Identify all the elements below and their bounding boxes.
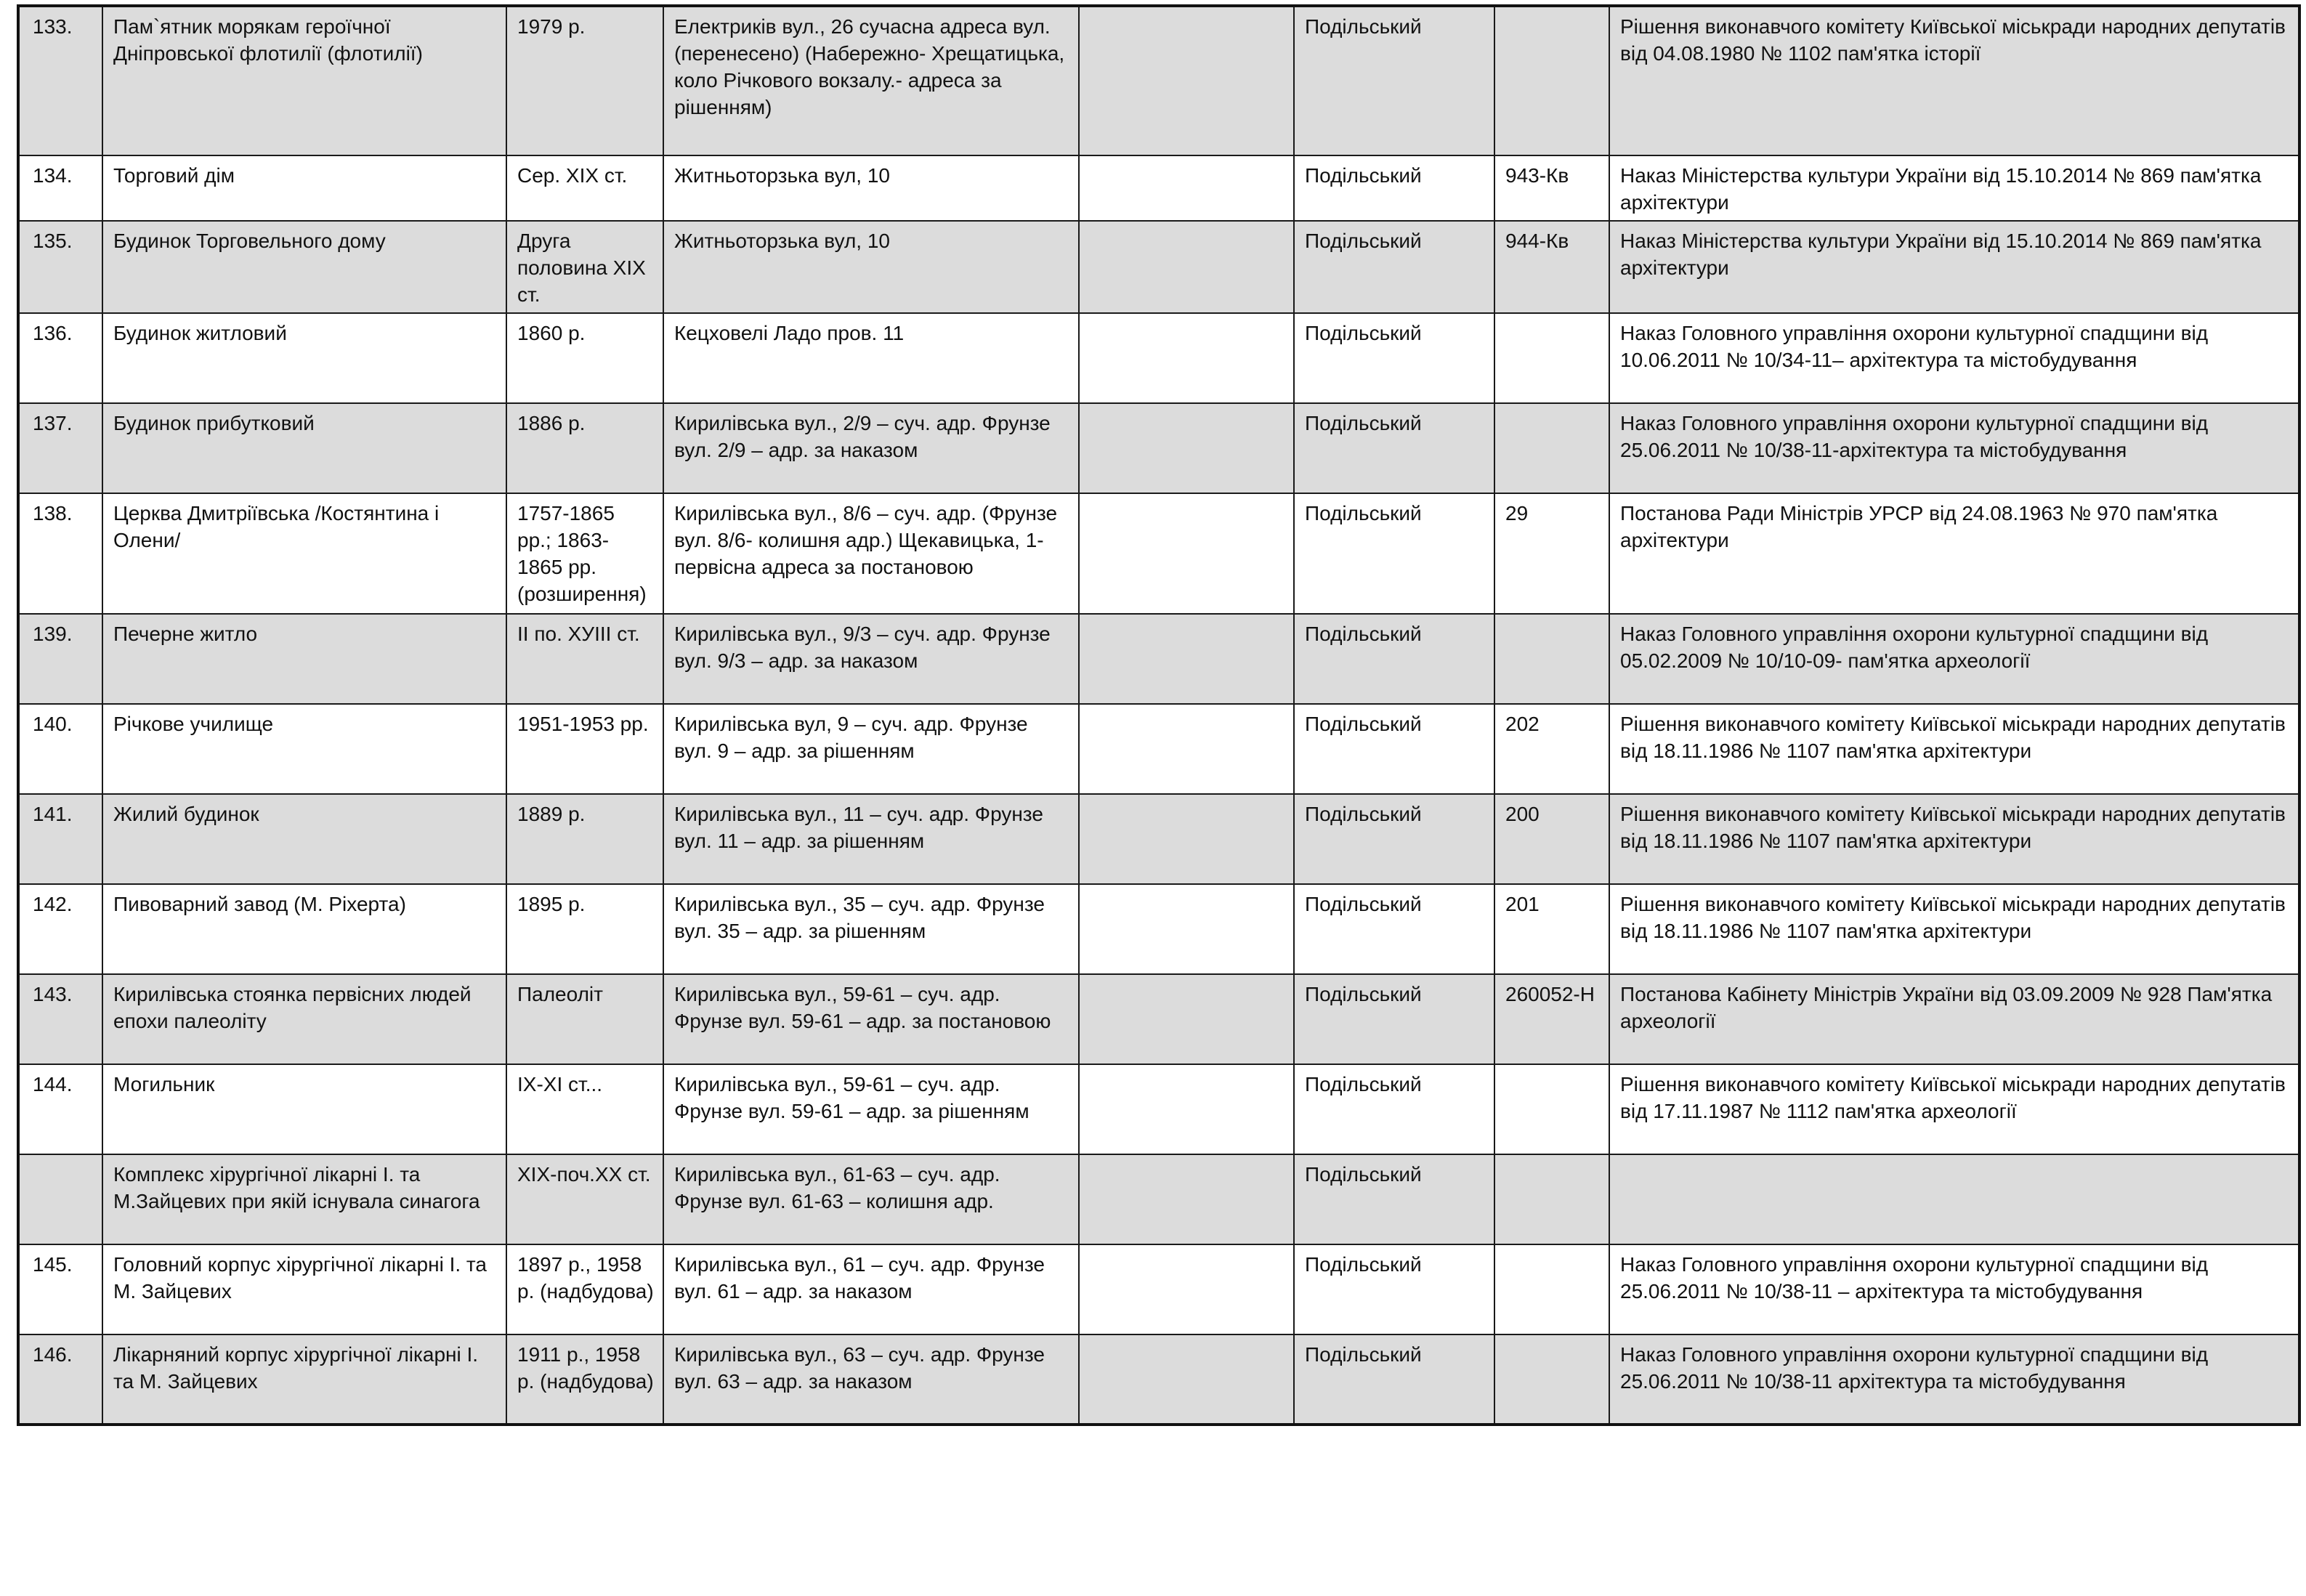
decision-text: Наказ Головного управління охорони культурної спадщини від 10.06.2011 № 10/34-11– архітектура та містобудування [1609,313,2299,403]
object-name: Річкове училище [102,704,506,794]
object-name: Лікарняний корпус хірургічної лікарні І. та М. Зайцевих [102,1334,506,1425]
decision-text: Рішення виконавчого комітету Київської міськради народних депутатів від 18.11.1986 № 1107 пам'ятка архітектури [1609,704,2299,794]
extra-cell [1079,1154,1294,1244]
protection-code [1494,313,1609,403]
decision-text: Рішення виконавчого комітету Київської міськради народних депутатів від 18.11.1986 № 1107 пам'ятка архітектури [1609,794,2299,884]
decision-text: Постанова Кабінету Міністрів України від 03.09.2009 № 928 Пам'ятка археології [1609,974,2299,1064]
extra-cell [1079,1334,1294,1425]
table-row [18,974,2299,1064]
district-name: Подільський [1294,614,1494,704]
protection-code [1494,1064,1609,1154]
district-name: Подільський [1294,974,1494,1064]
row-number: 146. [18,1334,102,1425]
district-name: Подільський [1294,884,1494,974]
protection-code: 200 [1494,794,1609,884]
table-row [18,1064,2299,1154]
protection-code: 202 [1494,704,1609,794]
object-address: Кирилівська вул., 59-61 – суч. адр. Фрунзе вул. 59-61 – адр. за постановою [663,974,1079,1064]
decision-text: Наказ Головного управління охорони культурної спадщини від 05.02.2009 № 10/10-09- пам'ятка археології [1609,614,2299,704]
object-name: Церква Дмитріївська /Костянтина і Олени/ [102,493,506,614]
district-name: Подільський [1294,794,1494,884]
object-date: Друга половина ХІХ ст. [506,221,663,313]
object-address: Житньоторзька вул, 10 [663,221,1079,313]
table-row [18,614,2299,704]
object-name: Торговий дім [102,155,506,221]
object-name: Кирилівська стоянка первісних людей епохи палеоліту [102,974,506,1064]
protection-code: 201 [1494,884,1609,974]
object-address: Кирилівська вул., 35 – суч. адр. Фрунзе вул. 35 – адр. за рішенням [663,884,1079,974]
object-address: Кирилівська вул., 61 – суч. адр. Фрунзе вул. 61 – адр. за наказом [663,1244,1079,1334]
district-name: Подільський [1294,1244,1494,1334]
table-row [18,493,2299,614]
table-row [18,6,2299,155]
extra-cell [1079,221,1294,313]
object-address: Кирилівська вул., 2/9 – суч. адр. Фрунзе вул. 2/9 – адр. за наказом [663,403,1079,493]
row-number: 140. [18,704,102,794]
decision-text: Рішення виконавчого комітету Київської міськради народних депутатів від 17.11.1987 № 1112 пам'ятка археології [1609,1064,2299,1154]
row-number: 145. [18,1244,102,1334]
protection-code: 944-Кв [1494,221,1609,313]
protection-code: 260052-Н [1494,974,1609,1064]
extra-cell [1079,614,1294,704]
district-name: Подільський [1294,704,1494,794]
object-date: ІХ-ХІ ст... [506,1064,663,1154]
object-name: Пам`ятник морякам героїчної Дніпровської флотилії (флотилії) [102,6,506,155]
decision-text [1609,1154,2299,1244]
row-number: 135. [18,221,102,313]
decision-text: Наказ Міністерства культури України від 15.10.2014 № 869 пам'ятка архітектури [1609,221,2299,313]
extra-cell [1079,1064,1294,1154]
object-address: Кирилівська вул., 8/6 – суч. адр. (Фрунзе вул. 8/6- колишня адр.) Щекавицька, 1- первісна адреса за постановою [663,493,1079,614]
row-number: 143. [18,974,102,1064]
row-number: 137. [18,403,102,493]
object-date: Сер. ХІХ ст. [506,155,663,221]
district-name: Подільський [1294,6,1494,155]
extra-cell [1079,1244,1294,1334]
table-row [18,221,2299,313]
object-name: Будинок Торговельного дому [102,221,506,313]
row-number: 134. [18,155,102,221]
decision-text: Рішення виконавчого комітету Київської міськради народних депутатів від 04.08.1980 № 1102 пам'ятка історії [1609,6,2299,155]
row-number [18,1154,102,1244]
row-number: 144. [18,1064,102,1154]
district-name: Подільський [1294,313,1494,403]
protection-code: 29 [1494,493,1609,614]
extra-cell [1079,884,1294,974]
row-number: 139. [18,614,102,704]
object-address: Кирилівська вул., 61-63 – суч. адр. Фрунзе вул. 61-63 – колишня адр. [663,1154,1079,1244]
extra-cell [1079,313,1294,403]
district-name: Подільський [1294,1334,1494,1425]
object-date: 1897 р., 1958 р. (надбудова) [506,1244,663,1334]
protection-code [1494,403,1609,493]
decision-text: Рішення виконавчого комітету Київської міськради народних депутатів від 18.11.1986 № 1107 пам'ятка архітектури [1609,884,2299,974]
protection-code: 943-Кв [1494,155,1609,221]
district-name: Подільський [1294,1064,1494,1154]
table-body [18,6,2299,1425]
object-address: Кирилівська вул., 11 – суч. адр. Фрунзе вул. 11 – адр. за рішенням [663,794,1079,884]
object-date: 1886 р. [506,403,663,493]
table-row [18,155,2299,221]
extra-cell [1079,403,1294,493]
district-name: Подільський [1294,1154,1494,1244]
district-name: Подільський [1294,493,1494,614]
object-date: 1889 р. [506,794,663,884]
extra-cell [1079,155,1294,221]
extra-cell [1079,493,1294,614]
object-name: Могильник [102,1064,506,1154]
heritage-registry-table [17,4,2301,1426]
object-address: Кецховелі Ладо пров. 11 [663,313,1079,403]
object-name: Будинок прибутковий [102,403,506,493]
object-date: 1895 р. [506,884,663,974]
object-name: Головний корпус хірургічної лікарні І. та М. Зайцевих [102,1244,506,1334]
row-number: 133. [18,6,102,155]
object-date: 1951-1953 рр. [506,704,663,794]
object-address: Кирилівська вул, 9 – суч. адр. Фрунзе вул. 9 – адр. за рішенням [663,704,1079,794]
object-address: Кирилівська вул., 59-61 – суч. адр. Фрунзе вул. 59-61 – адр. за рішенням [663,1064,1079,1154]
object-name: Будинок житловий [102,313,506,403]
object-name: Жилий будинок [102,794,506,884]
table-row [18,403,2299,493]
protection-code [1494,1154,1609,1244]
row-number: 142. [18,884,102,974]
table-row [18,313,2299,403]
object-name: Печерне житло [102,614,506,704]
object-date: ХІХ-поч.ХХ ст. [506,1154,663,1244]
protection-code [1494,1334,1609,1425]
extra-cell [1079,6,1294,155]
table-row [18,1244,2299,1334]
row-number: 141. [18,794,102,884]
object-address: Житньоторзька вул, 10 [663,155,1079,221]
decision-text: Наказ Головного управління охорони культурної спадщини від 25.06.2011 № 10/38-11-архітектура та містобудування [1609,403,2299,493]
decision-text: Наказ Головного управління охорони культурної спадщини від 25.06.2011 № 10/38-11 – архітектура та містобудування [1609,1244,2299,1334]
extra-cell [1079,794,1294,884]
row-number: 138. [18,493,102,614]
table-row [18,1334,2299,1425]
object-date: 1860 р. [506,313,663,403]
district-name: Подільський [1294,155,1494,221]
object-date: Палеоліт [506,974,663,1064]
object-name: Пивоварний завод (М. Ріхерта) [102,884,506,974]
decision-text: Наказ Міністерства культури України від 15.10.2014 № 869 пам'ятка архітектури [1609,155,2299,221]
table-row [18,1154,2299,1244]
object-date: 1911 р., 1958 р. (надбудова) [506,1334,663,1425]
table-row [18,704,2299,794]
object-date: 1979 р. [506,6,663,155]
district-name: Подільський [1294,403,1494,493]
protection-code [1494,6,1609,155]
row-number: 136. [18,313,102,403]
table-row [18,884,2299,974]
object-address: Кирилівська вул., 9/3 – суч. адр. Фрунзе вул. 9/3 – адр. за наказом [663,614,1079,704]
object-date: ІІ по. ХУІІІ ст. [506,614,663,704]
decision-text: Постанова Ради Міністрів УРСР від 24.08.1963 № 970 пам'ятка архітектури [1609,493,2299,614]
decision-text: Наказ Головного управління охорони культурної спадщини від 25.06.2011 № 10/38-11 архітектура та містобудування [1609,1334,2299,1425]
object-address: Електриків вул., 26 сучасна адреса вул. (перенесено) (Набережно- Хрещатицька, коло Річкового вокзалу.- адреса за рішенням) [663,6,1079,155]
extra-cell [1079,974,1294,1064]
object-date: 1757-1865 рр.; 1863-1865 рр. (розширення) [506,493,663,614]
protection-code [1494,1244,1609,1334]
extra-cell [1079,704,1294,794]
object-name: Комплекс хірургічної лікарні І. та М.Зайцевих при якій існувала синагога [102,1154,506,1244]
object-address: Кирилівська вул., 63 – суч. адр. Фрунзе вул. 63 – адр. за наказом [663,1334,1079,1425]
table-row [18,794,2299,884]
district-name: Подільський [1294,221,1494,313]
protection-code [1494,614,1609,704]
